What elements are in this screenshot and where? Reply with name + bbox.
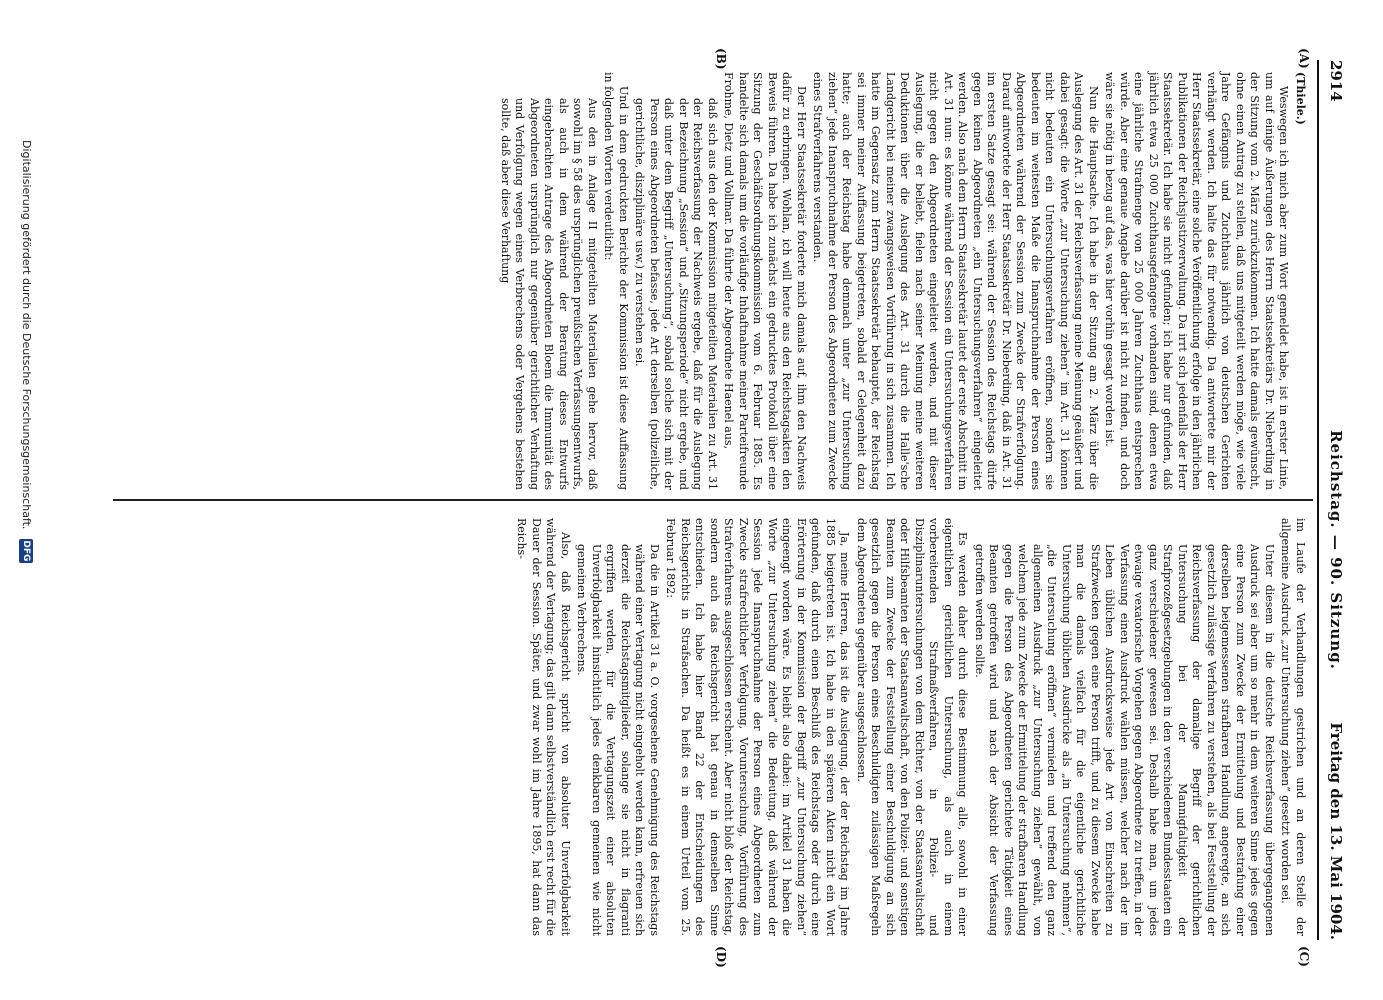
- header-rule: [1317, 60, 1319, 940]
- paragraph: Ja, meine Herren, das ist die Auslegung, der der Reichstag im Jahre 1885 beigetreten ist. Ich habe in den späteren Akten nicht ein Wort gefunden, daß durch einen Beschluß des Reichstags oder durch eine Erörterung in der Kommission der Begriff „zur Untersuchung ziehen“ eingeengt worden wäre. Es bleibt also dabei: im Artikel 31 haben die Worte „zur Untersuchung ziehen“ die Bedeutung, daß während der Session jede Inanspruchnahme der Person eines Abgeordneten zum Zwecke strafrechtlicher Verfolgung, Voruntersuchung, Vorführung des Strafverfahrens ausgeschlossen erscheint. Aber nicht bloß der Reichstag, sondern auch das Reichsgericht hat genau in demselben Sinne entschieden. Ich habe hier Band 22 der Entscheidungen des Reichsgerichts in Strafsachen. Da heißt es in einem Urteil vom 25. Februar 1892:: [664, 518, 852, 936]
- paragraph: Weswegen ich mich aber zum Wort gemeldet habe, ist in erster Linie, um auf einige Äußerungen des Herrn Staatssekretärs Dr. Nieberding in der Sitzung vom 2. März zurückzukommen. Ich hatte damals gewünscht, ohne einen Antrag zu stellen, daß uns mitgeteilt werden möge, wie viele Jahre Gefängnis und Zuchthaus jährlich von deutschen Gerichten verhängt werden. Ich halte das für notwendig. Da antwortete mir der Herr Staatssekretär, eine solche Veröffentlichung erfolge in den jährlichen Publikationen der Reichsjustizverwaltung. Da irrt sich jedenfalls der Herr Staatssekretär. Ich habe sie nicht gefunden; ich habe nur gefunden, daß jährlich etwa 25 000 Zuchthausgefangene vorhanden sind, denen etwa eine jährliche Strafmenge von 25 000 Jahren Zuchthaus entsprechen würde. Aber eine genaue Angabe darüber ist nicht zu finden, und doch wäre sie nötig in bezug auf das, was hier vorhin gesagt worden ist.: [1103, 72, 1291, 490]
- page-number: 2914: [1327, 60, 1345, 102]
- paragraph: im Laufe der Verhandlungen gestrichen und an deren Stelle der allgemeine Ausdruck „zur Untersuchung ziehen“ gesetzt worden sei.: [1279, 518, 1307, 936]
- speaker-name: (Thiele.): [1294, 72, 1307, 125]
- paragraph: Es werden daher durch diese Bestimmung alle, sowohl in einer eigentlichen gerichtlichen Untersuchung, als auch in einem vorbereitenden Strafmaßverfahren, in Polizei- und Disziplinaruntersuchungen von dem Richter, von der Staatsanwaltschaft oder Hilfsbeamten der Staatsanwaltschaft, von den Polizei- und sonstigen Beamten zum Zwecke der Feststellung einer Beschuldigung an sich gesetzlich gegen die Person eines Beschuldigten zulässigen Maßregeln dem Abgeordneten gegenüber ausgeschlossen.: [855, 518, 970, 936]
- paragraph: Der Herr Staatssekretär forderte mich damals auf, ihm den Nachweis dafür zu erbringen. Wohlan, ich will heute aus den Reichstagsakten den Beweis führen. Da habe ich zunächst ein gedrucktes Protokoll über eine Sitzung der Geschäftsordnungskommission vom 6. Februar 1885. Es handelte sich damals um die vorläufige Inhaftnahme meiner Parteifreunde Frohme, Dietz und Vollmar. Da führte der Abgeordnete Haenel aus,: [722, 72, 808, 490]
- right-column: [512, 518, 1307, 936]
- paragraph: Nun die Hauptsache. Ich habe in der Sitzung am 2. März über die Auslegung des Art. 31 der Reichsverfassung meine Meinung geäußert und dabei gesagt: die Worte „zur Untersuchung ziehen“ im Art. 31 können nicht bedeuten ein Untersuchungsverfahren eröffnen, sondern sie bedeuten im weitesten Maße die Inanspruchnahme der Person eines Abgeordneten während der Session zum Zwecke der Strafverfolgung. Darauf antwortete der Herr Staatssekretär Dr. Nieberding, daß in Art. 31 im ersten Satze gesagt sei: während der Session des Reichstags dürfe gegen keinen Abgeordneten „ein Untersuchungsverfahren“ eingeleitet werden. Also nach dem Herrn Staatssekretär lautet der erste Abschnitt im Art. 31 nun: es könne während der Session ein Untersuchungsverfahren nicht gegen den Abgeordneten eingeleitet werden, und mit dieser Auslegung, die er beliebt, fielen nach seiner Meinung meine weiteren Deduktionen über die Auslegung des Art. 31 durch die Halle'sche Landgericht bei meiner zwangsweisen Vorführung in sich zusammen. Ich hatte im Gegensatz zum Herrn Staatssekretär behauptet, der Reichstag sei immer meiner Auffassung beigetreten, sobald er Gelegenheit dazu hatte; auch der Reichstag habe demnach unter „zur Untersuchung ziehen“ jede Inanspruchnahme der Person des Abgeordneten zum Zwecke eines Strafverfahrens verstanden.: [811, 72, 1100, 490]
- margin-mark-d: (D): [714, 946, 728, 968]
- header-title: Reichstag. — 90. Sitzung.: [1327, 430, 1345, 670]
- paragraph: Aus den in Anlage II mitgeteilten Materialien gehe hervor, daß sowohl im § 58 des ursprünglichen preußischen Verfassungsentwurfs, als auch in dem während der Beratung dieses Entwurfs eingebrachten Antrage des Abgeordneten Bloem die Immunität des Abgeordneten ursprünglich nur gegenüber gerichtlicher Verhaftung und Verfolgung wegen eines Verbrechens oder Vergehens bestehen sollte, daß aber diese Verhaftung: [499, 98, 599, 490]
- paragraph: Also, daß Reichsgericht spricht von absoluter Unverfolgbarkeit während der Vertagung; das gilt dann selbstverständlich erst recht für die Dauer der Session. Später, und zwar wohl im Jahre 1895, hat dann das Reichs-: [515, 518, 572, 936]
- dfg-logo: DFG: [21, 540, 31, 562]
- header-date: Freitag den 13. Mai 1904.: [1327, 722, 1345, 940]
- paragraph: Und in dem gedruckten Berichte der Kommission ist diese Auffassung in folgenden Worten verdeutlicht:: [602, 72, 630, 490]
- paragraph: daß sich aus den der Kommission mitgeteilten Materialien zu Art. 31 der Reichsverfassung der Nachweis ergebe, daß für die Auslegung der Bezeichnung „Session“ und „Sitzungsperiode“ nicht ergebe, und daß unter dem Begriff „Untersuchung“, sobald solche sich mit der Person eines Abgeordneten befasse, jede Art derselben (polizeiliche, gerichtliche, disziplinäre usw.) zu verstehen sei.: [633, 98, 719, 490]
- paragraph: Unter diesem in die deutsche Reichsverfassung übergegangenen Ausdruck sei aber um so mehr in dem weiteren Sinne jedes gegen eine Person zum Zwecke der Ermittelung und Bestrafung einer derselben beigemessenen strafbaren Handlung angeregte, an sich gesetzlich zulässige Verfahren zu verstehen, als bei Feststellung der Reichsverfassung der damalige Begriff der gerichtlichen Untersuchung bei der Mannigfaltigkeit der Strafprozeßgesetzgebungen in den verschiedenen Bundesstaaten ein ganz verschiedener gewesen sei. Deshalb habe man, um jedes etwaige vexatorische Vorgehen gegen Abgeordnete zu treffen, in der Verfassung einen Ausdruck wählen müssen, welcher nach der im Leben üblichen Ausdrucksweise jede Art von Einschreiten zu Strafzwecken gegen eine Person trifft, und zu diesem Zwecke habe man die damals vielfach für die eigentliche gerichtliche Untersuchung üblichen Ausdrücke als „in Untersuchung nehmen“, „die Untersuchung eröffnen“ vermieden und treffend den ganz allgemeinen Ausdruck „zur Untersuchung ziehen“ gewählt, von welchem jede zum Zwecke der Ermittelung der strafbaren Handlung gegen die Person des Abgeordneten gerichtete Tätigkeit eines Beamten getroffen wird und nach der Absicht der Verfassung getroffen werden sollte.: [973, 544, 1276, 936]
- paragraph: [1293, 72, 1308, 490]
- margin-mark-a: (A): [1297, 48, 1311, 69]
- column-divider: [113, 499, 1313, 501]
- left-column: [496, 72, 1308, 490]
- margin-mark-b: (B): [714, 48, 728, 70]
- footer: [19, 140, 33, 1000]
- margin-mark-c: (C): [1297, 946, 1311, 967]
- footer-credit: Digitalisierung gefördert durch die Deutsche Forschungsgemeinschaft.: [20, 140, 33, 530]
- running-header: [1315, 60, 1345, 940]
- paragraph: Da die in Artikel 31 a. O. vorgesehene Genehmigung des Reichstags während einer Vertagung nicht eingeholt werden kann, erfreuen sich derzeit die Reichstagsmitglieder, solange sie nicht in flagranti ergriffen werden, für die Vertagungszeit einer absoluten Unverfolgbarkeit hinsichtlich jedes denkbaren gemeinen wie nicht gemeinen Verbrechens.: [575, 544, 661, 936]
